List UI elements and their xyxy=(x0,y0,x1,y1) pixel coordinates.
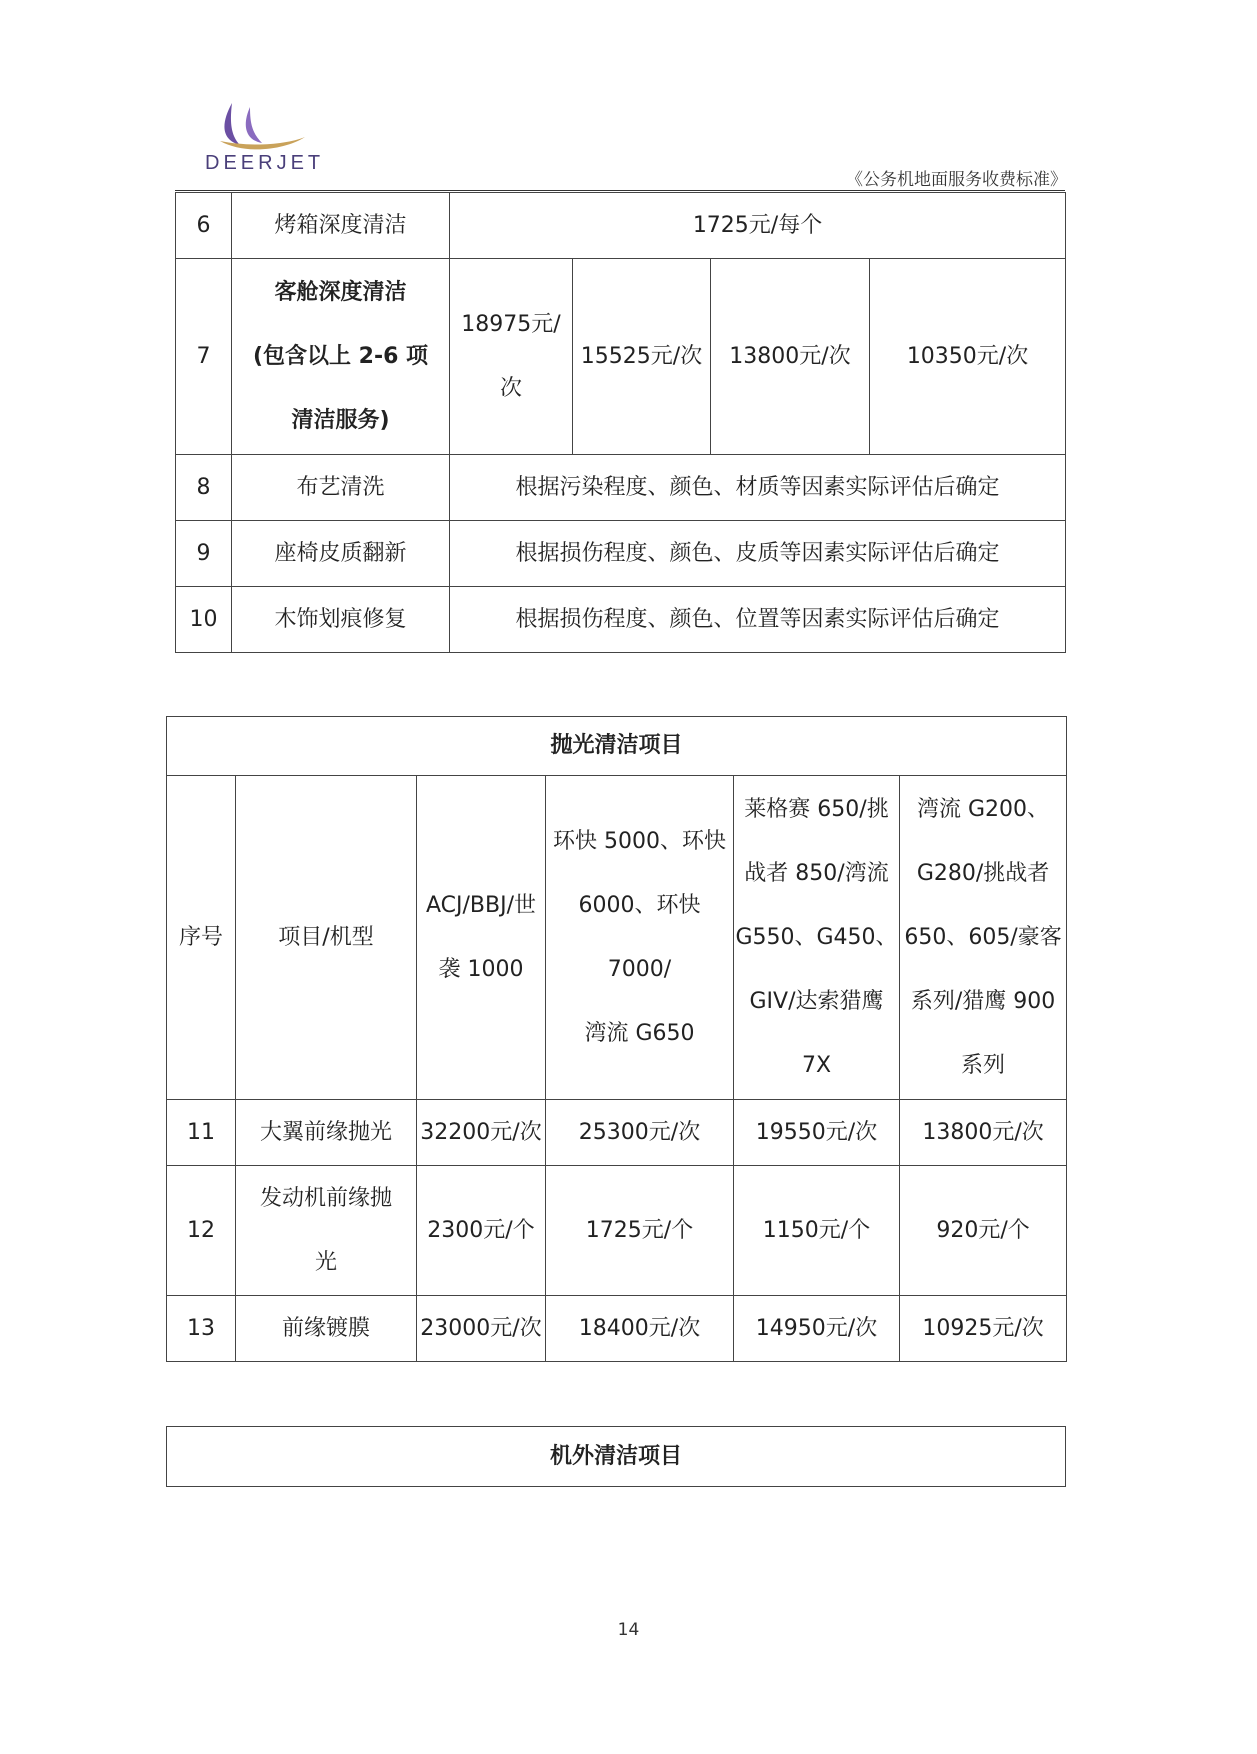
table-row xyxy=(176,259,1066,455)
price-cell: 18975元/次 xyxy=(450,259,573,455)
header-rule xyxy=(175,190,1065,191)
header-aircraft-group-3: 莱格赛 650/挑 战者 850/湾流 G550、G450、 GIV/达索猎鹰 7X xyxy=(734,776,900,1100)
row-number: 9 xyxy=(176,521,232,587)
row-number: 6 xyxy=(176,193,232,259)
item-name: 大翼前缘抛光 xyxy=(236,1100,417,1166)
table-row xyxy=(176,193,1066,259)
item-name: 前缘镀膜 xyxy=(236,1296,417,1362)
price-cell: 25300元/次 xyxy=(546,1100,734,1166)
merged-note: 根据污染程度、颜色、材质等因素实际评估后确定 xyxy=(450,455,1066,521)
price-cell: 10925元/次 xyxy=(900,1296,1067,1362)
merged-note: 根据损伤程度、颜色、皮质等因素实际评估后确定 xyxy=(450,521,1066,587)
price-cell: 18400元/次 xyxy=(546,1296,734,1362)
row-number: 10 xyxy=(176,587,232,653)
table-row xyxy=(167,1100,1067,1166)
cleaning-price-table-continued xyxy=(175,192,1066,653)
header-aircraft-group-1: ACJ/BBJ/世 袭 1000 xyxy=(417,776,546,1100)
header-aircraft-group-4: 湾流 G200、 G280/挑战者 650、605/豪客 系列/猎鹰 900 系列 xyxy=(900,776,1067,1100)
table-title-row xyxy=(167,717,1067,776)
table-row xyxy=(176,521,1066,587)
row-number: 7 xyxy=(176,259,232,455)
table-row xyxy=(167,1166,1067,1296)
item-name: 烤箱深度清洁 xyxy=(232,193,450,259)
table-title: 机外清洁项目 xyxy=(167,1427,1066,1487)
item-name: 木饰划痕修复 xyxy=(232,587,450,653)
table-row xyxy=(176,587,1066,653)
table-row xyxy=(167,1296,1067,1362)
table-row xyxy=(176,455,1066,521)
table-header-row xyxy=(167,776,1067,1100)
page-number: 14 xyxy=(617,1620,640,1640)
header-aircraft-group-2: 环快 5000、环快 6000、环快 7000/ 湾流 G650 xyxy=(546,776,734,1100)
price-cell: 10350元/次 xyxy=(870,259,1066,455)
row-number: 12 xyxy=(167,1166,236,1296)
price-cell: 2300元/个 xyxy=(417,1166,546,1296)
item-name: 布艺清洗 xyxy=(232,455,450,521)
row-number: 8 xyxy=(176,455,232,521)
price-cell: 14950元/次 xyxy=(734,1296,900,1362)
item-name: 发动机前缘抛 光 xyxy=(236,1166,417,1296)
header-no: 序号 xyxy=(167,776,236,1100)
item-name: 客舱深度清洁 (包含以上 2-6 项 清洁服务) xyxy=(232,259,450,455)
price-cell: 13800元/次 xyxy=(711,259,870,455)
merged-price: 1725元/每个 xyxy=(450,193,1066,259)
price-cell: 920元/个 xyxy=(900,1166,1067,1296)
merged-note: 根据损伤程度、颜色、位置等因素实际评估后确定 xyxy=(450,587,1066,653)
logo-wordmark: DEERJET xyxy=(205,152,325,174)
price-cell: 23000元/次 xyxy=(417,1296,546,1362)
price-cell: 1725元/个 xyxy=(546,1166,734,1296)
price-cell: 32200元/次 xyxy=(417,1100,546,1166)
row-number: 13 xyxy=(167,1296,236,1362)
price-cell: 15525元/次 xyxy=(573,259,711,455)
price-cell: 19550元/次 xyxy=(734,1100,900,1166)
item-name: 座椅皮质翻新 xyxy=(232,521,450,587)
table-title: 抛光清洁项目 xyxy=(167,717,1067,776)
price-cell: 1150元/个 xyxy=(734,1166,900,1296)
exterior-cleaning-table xyxy=(166,1426,1066,1487)
table-title-row xyxy=(167,1427,1066,1487)
price-cell: 13800元/次 xyxy=(900,1100,1067,1166)
header-item: 项目/机型 xyxy=(236,776,417,1100)
document-title: 《公务机地面服务收费标准》 xyxy=(846,170,1067,190)
polishing-price-table xyxy=(166,716,1067,1362)
row-number: 11 xyxy=(167,1100,236,1166)
